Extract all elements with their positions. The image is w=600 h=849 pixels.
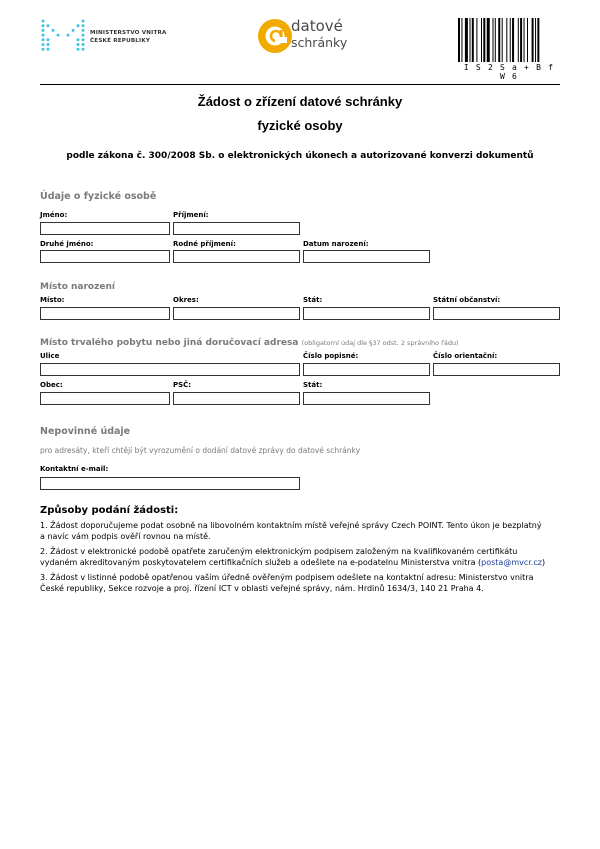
logo-word-datove: datové bbox=[291, 17, 343, 35]
label-cislo-popisne: Číslo popisné: bbox=[303, 352, 359, 360]
ways-heading: Způsoby podání žádosti: bbox=[40, 505, 179, 516]
input-email[interactable] bbox=[40, 477, 300, 490]
way-3 bbox=[40, 572, 565, 594]
header-divider bbox=[40, 84, 560, 85]
input-ulice[interactable] bbox=[40, 363, 300, 376]
label-ulice: Ulice bbox=[40, 352, 60, 360]
input-okres[interactable] bbox=[173, 307, 300, 320]
optional-description: pro adresáty, kteří chtějí být vyrozumění o dodání datové zprávy do datové schránky bbox=[40, 446, 361, 455]
way-2-line2 bbox=[40, 557, 565, 568]
label-obcanstvi: Státní občanství: bbox=[433, 296, 501, 304]
way-1 bbox=[40, 520, 565, 542]
section-optional-heading: Nepovinné údaje bbox=[40, 426, 131, 437]
label-rodne-prijmeni: Rodné příjmení: bbox=[173, 240, 236, 248]
label-psc: PSČ: bbox=[173, 381, 192, 389]
label-okres: Okres: bbox=[173, 296, 199, 304]
label-obec: Obec: bbox=[40, 381, 63, 389]
input-psc[interactable] bbox=[173, 392, 300, 405]
logo-word-schranky: schránky bbox=[291, 35, 348, 50]
email-link[interactable]: posta@mvcr.cz bbox=[481, 558, 542, 567]
ministry-logo-icon bbox=[40, 18, 86, 52]
input-rodne-prijmeni[interactable] bbox=[173, 250, 300, 263]
residence-note: (obligatorní údaj dle §37 odst. 2 správního řádu) bbox=[301, 339, 459, 347]
way-3-line1: 3. Žádost v listinné podobě opatřenou vaším úředně ověřeným podpisem odešlete na kontaktní adresu: Ministerstvo vnitra bbox=[40, 573, 534, 582]
section-personal-heading: Údaje o fyzické osobě bbox=[40, 191, 157, 202]
ministry-name bbox=[90, 29, 167, 45]
way-1-line1: 1. Žádost doporučujeme podat osobně na libovolném kontaktním místě veřejné správy Czech POINT. Tento úkon je bezplatný bbox=[40, 521, 542, 530]
input-prijmeni[interactable] bbox=[173, 222, 300, 235]
way-2-line2-pre: vydaném akreditovaným poskytovatelem certifikačních služeb a odešlete na e-podatelnu Ministerstva vnitra ( bbox=[40, 558, 482, 567]
input-stat-pobytu[interactable] bbox=[303, 392, 430, 405]
page-title: Žádost o zřízení datové schránky bbox=[197, 94, 403, 109]
section-residence-heading bbox=[40, 338, 459, 348]
input-misto[interactable] bbox=[40, 307, 170, 320]
label-cislo-orientacni: Číslo orientační: bbox=[433, 352, 498, 360]
ministry-line1: MINISTERSTVO VNITRA bbox=[90, 30, 167, 36]
label-prijmeni: Příjmení: bbox=[173, 211, 209, 219]
way-2-line2-post: ) bbox=[541, 558, 546, 567]
label-misto: Místo: bbox=[40, 296, 65, 304]
label-email: Kontaktní e-mail: bbox=[40, 465, 109, 473]
way-2-line1: 2. Žádost v elektronické podobě opatřete zaručeným elektronickým podpisem založeným na kvalifikovaném certifikátu bbox=[40, 547, 518, 556]
input-stat-narozeni[interactable] bbox=[303, 307, 430, 320]
barcode-icon bbox=[458, 18, 560, 62]
section-birthplace-heading: Místo narození bbox=[40, 282, 115, 292]
page-title-line2: fyzické osoby bbox=[257, 118, 343, 133]
label-jmeno: Jméno: bbox=[40, 211, 68, 219]
input-obec[interactable] bbox=[40, 392, 170, 405]
label-datum-narozeni: Datum narození: bbox=[303, 240, 369, 248]
input-druhe-jmeno[interactable] bbox=[40, 250, 170, 263]
way-3-line2: České republiky, Sekce rozvoje a proj. řízení ICT v oblasti veřejné správy, nám. Hrdinů 1634/3, 140 21 Praha 4. bbox=[40, 584, 484, 593]
law-subtitle: podle zákona č. 300/2008 Sb. o elektronických úkonech a autorizované konverzi dokumentů bbox=[66, 151, 534, 161]
label-stat-narozeni: Stát: bbox=[303, 296, 323, 304]
input-cislo-orientacni[interactable] bbox=[433, 363, 560, 376]
way-1-line2: a navíc vám podpis ověří rovnou na místě. bbox=[40, 532, 211, 541]
residence-heading-text: Místo trvalého pobytu nebo jiná doručovací adresa bbox=[40, 338, 299, 348]
input-obcanstvi[interactable] bbox=[433, 307, 560, 320]
input-jmeno[interactable] bbox=[40, 222, 170, 235]
label-stat-pobytu: Stát: bbox=[303, 381, 323, 389]
input-datum-narozeni[interactable] bbox=[303, 250, 430, 263]
barcode-text: I S 2 S a + B f W 6 bbox=[463, 63, 555, 81]
way-2 bbox=[40, 546, 565, 568]
ministry-line2: ČESKÉ REPUBLIKY bbox=[90, 38, 151, 44]
input-cislo-popisne[interactable] bbox=[303, 363, 430, 376]
label-druhe-jmeno: Druhé jméno: bbox=[40, 240, 94, 248]
